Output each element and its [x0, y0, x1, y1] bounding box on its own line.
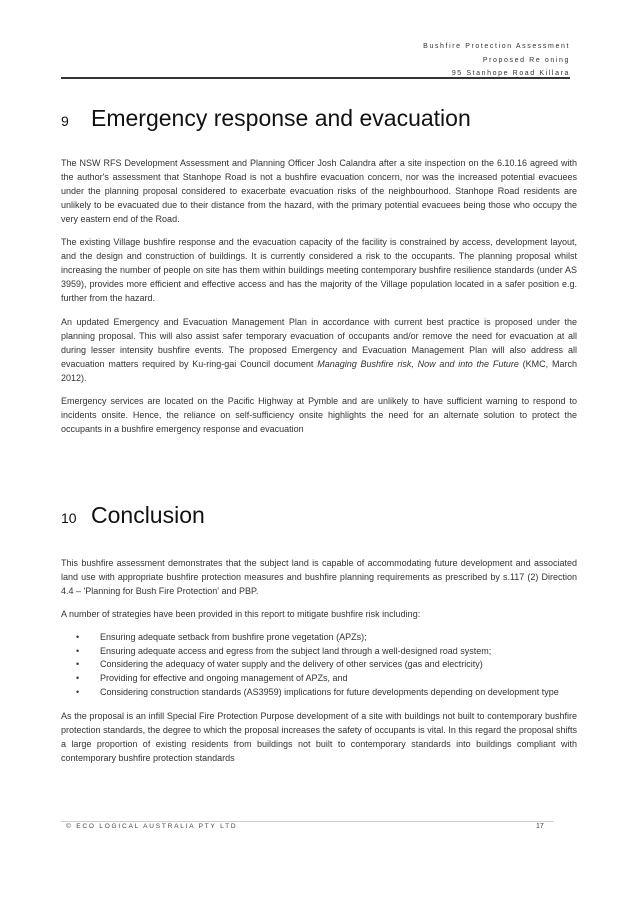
section-9-title: Emergency response and evacuation — [91, 105, 471, 131]
section-9-paragraph-1: The NSW RFS Development Assessment and Planning Officer Josh Calandra after a site inspection on the 6.10.16 agreed with the author's assessment that Stanhope Road is not a bushfire evacuation concern, nor was the increased potential evacuees under the planning proposal considered to exacerbate evacuation risks of the neighbourhood. Stanhope Road residents are unlikely to be evacuated due to their distance from the hazard, with the primary potential evacuees being those who occupy the very eastern end of the Road. — [61, 158, 577, 224]
section-9-paragraph-4: Emergency services are located on the Pacific Highway at Pymble and are unlikely to have sufficient warning to respond to incidents onsite. Hence, the reliance on self-sufficiency onsite highlights the need for an alternate solution to protect the occupants in a bushfire emergency response and evacuation — [61, 395, 577, 434]
document-title: Managing Bushfire risk, Now and into the Future — [317, 358, 519, 369]
p3-text-start: An updated Emergency and Evacuation Management Plan in accordance with current best practice is proposed under the planning proposal. This will also assist safer temporary evacuation of occupants and/or remove the need for evacuation at all during lesser intensity bushfire events. The proposed Emergency and Evacuation Management Plan will also address all evacuation matters required by Ku-ring-gai Council document — [61, 316, 577, 369]
p3-text-end: (KMC, March 2012). — [61, 358, 577, 383]
page-number: 17 — [536, 823, 544, 830]
list-item: • Considering construction standards (AS3959) implications for future developments depending on development type — [61, 686, 577, 700]
running-header — [423, 40, 570, 81]
section-10-heading — [61, 502, 577, 529]
list-item: • Ensuring adequate setback from bushfire prone vegetation (APZs); — [61, 631, 577, 645]
section-10-paragraph-1: This bushfire assessment demonstrates that the subject land is capable of accommodating future development and associated land use with appropriate bushfire protection measures and bushfire planning requirements as prescribed by s.117 (2) Direction 4.4 – 'Planning for Bush Fire Protection' and PBP. — [61, 558, 577, 596]
header-line-2: Proposed Re oning — [482, 56, 570, 64]
section-9-heading — [61, 105, 577, 132]
footer-divider — [61, 821, 554, 822]
section-9-paragraph-2: The existing Village bushfire response and the evacuation capacity of the facility is constrained by access, development layout, and the design and construction of buildings. It is currently considered a risk to the occupants. The planning proposal whilst increasing the number of people on site has them within buildings meeting contemporary bushfire resilience standards (under AS 3959), provides more efficient and effective access and has the majority of the Village population located in a safer position e.g. further from the hazard. — [61, 237, 577, 304]
footer-copyright: © ECO LOGICAL AUSTRALIA PTY LTD — [66, 823, 238, 830]
list-item: • Considering the adequacy of water supply and the delivery of other services (gas and electricity) — [61, 658, 577, 672]
list-item: • Providing for effective and ongoing management of APZs, and — [61, 672, 577, 686]
section-emergency-response — [61, 105, 577, 445]
header-line-3: 95 Stanhope Road Killara — [451, 70, 570, 77]
section-9-paragraph-3 — [61, 315, 577, 385]
header-line-1: Bushfire Protection Assessment — [423, 43, 570, 50]
section-10-number: 10 — [61, 510, 77, 526]
section-10-paragraph-3: As the proposal is an infill Special Fire Protection Purpose development of a site with buildings not built to contemporary bushfire protection standards, the degree to which the proposal increases the safety of occupants is vital. In this regard the proposal shifts a large proportion of existing residents from buildings not built to contemporary standards into buildings compliant with contemporary bushfire protection standards — [61, 711, 577, 764]
list-item: • Ensuring adequate access and egress from the subject land through a well-designed road system; — [61, 645, 577, 659]
section-conclusion — [61, 502, 577, 774]
strategy-list — [61, 631, 577, 701]
section-10-title: Conclusion — [91, 502, 205, 528]
section-9-number: 9 — [61, 113, 69, 129]
header-divider — [61, 77, 570, 79]
section-10-paragraph-2: A number of strategies have been provided in this report to mitigate bushfire risk including: — [61, 609, 421, 620]
